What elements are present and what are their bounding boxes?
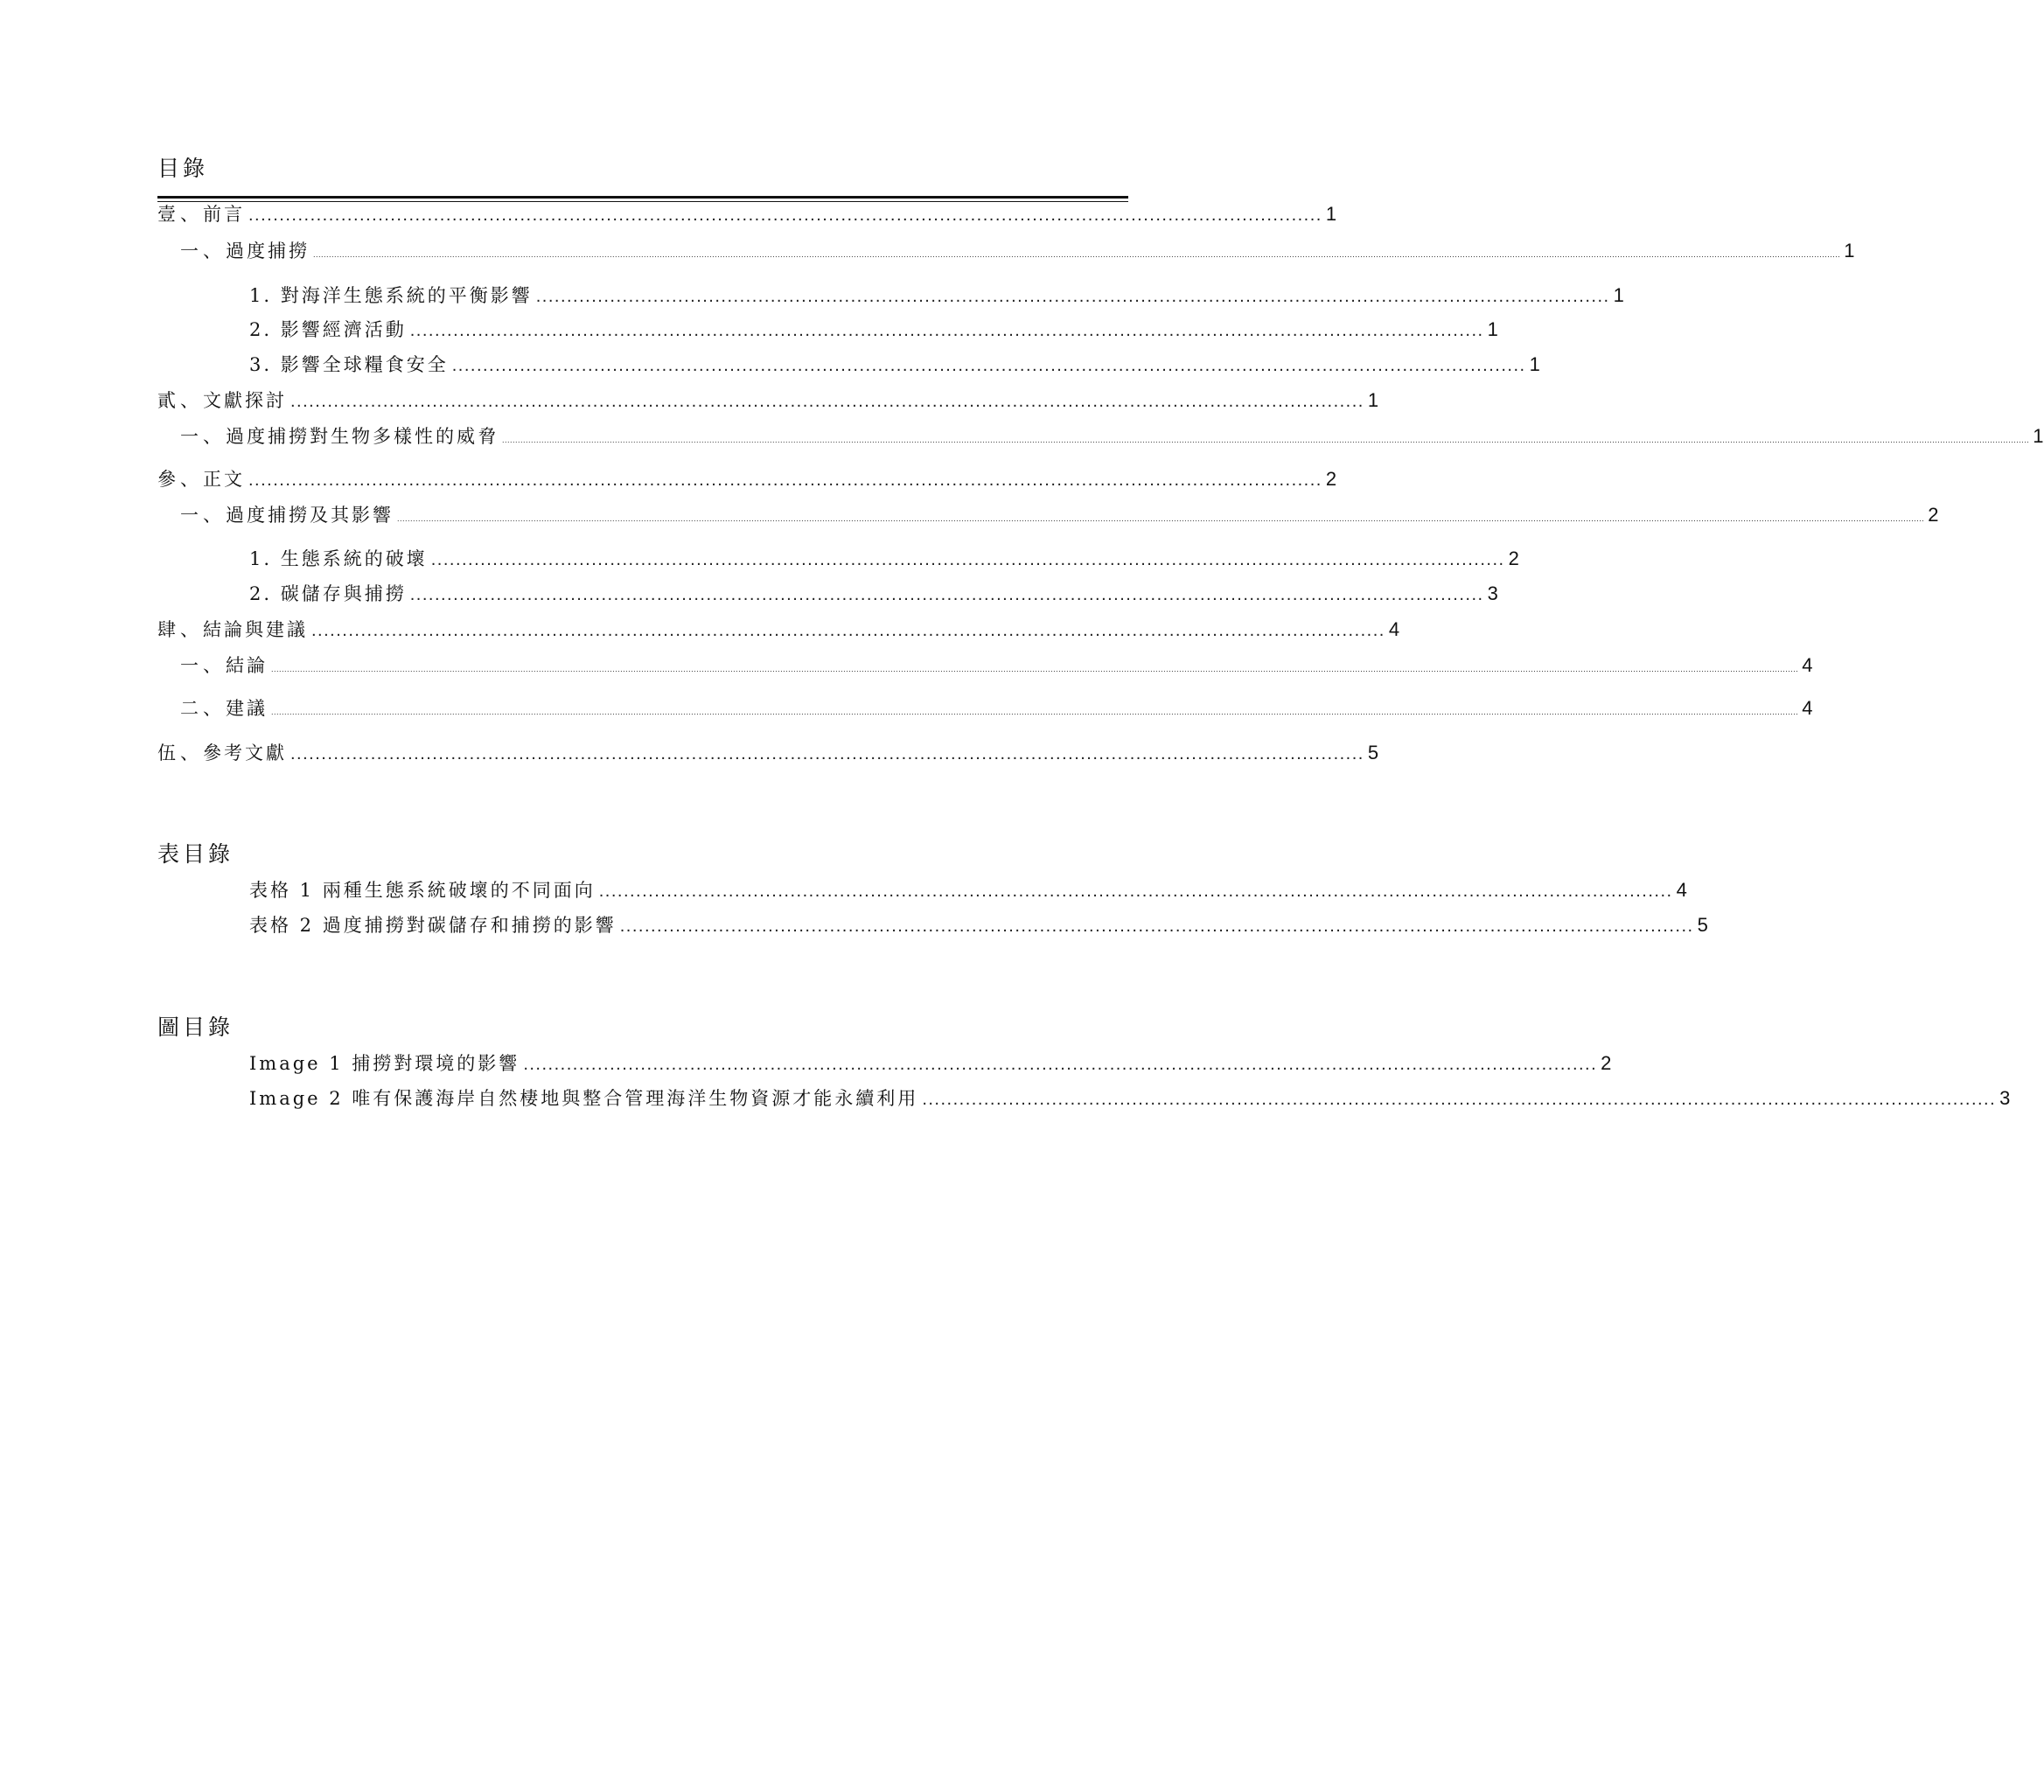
toc-entry[interactable] (157, 617, 1400, 643)
figure-list-entry-label: Image 2 唯有保護海岸自然棲地與整合管理海洋生物資源才能永續利用 (249, 1088, 919, 1109)
toc-entry-page: 1 (1487, 318, 1498, 340)
toc-entry-page: 3 (1487, 582, 1498, 604)
toc-entry-label: 前言 (203, 204, 245, 225)
dot-leader: ...................................................................................................................................................................................................................................................................................................................................................................................................................................................................................................................................................................................................... (271, 708, 1799, 716)
dot-leader: ...................................................................................................................................................................................................................................................................................................................................................................................................................................................................................................................................................................................................... (502, 436, 2030, 444)
dot-leader: .............................................................................................................................................................................. (409, 585, 1484, 604)
toc-entry-label: 1. 生態系統的破壞 (249, 548, 428, 569)
toc-entry[interactable] (157, 466, 1337, 492)
toc-entry[interactable] (157, 201, 1337, 227)
dot-leader: .............................................................................................................................................................................. (922, 1090, 1997, 1109)
toc-entry-label: 正文 (203, 469, 245, 490)
toc-entry-number: 一、 (180, 655, 226, 676)
toc-entry[interactable] (180, 695, 1813, 722)
toc-entry[interactable] (249, 317, 1498, 343)
figure-list-entry-label: Image 1 捕撈對環境的影響 (249, 1053, 520, 1074)
table-list-entry-label: 表格 2 過度捕撈對碳儲存和捕撈的影響 (249, 915, 617, 936)
toc-entry-number: 一、 (180, 241, 226, 261)
figures-list-heading: 圖目錄 (157, 1015, 234, 1040)
dot-leader: .............................................................................................................................................................................. (535, 287, 1610, 306)
toc-entry-page: 1 (1844, 240, 1855, 261)
toc-entry[interactable] (249, 581, 1498, 607)
toc-entry-label: 3. 影響全球糧食安全 (249, 354, 449, 375)
toc-entry[interactable] (180, 652, 1813, 679)
toc-entry-label: 建議 (226, 698, 268, 719)
dot-leader: .............................................................................................................................................................................. (619, 917, 1694, 936)
dot-leader: .............................................................................................................................................................................. (248, 206, 1322, 225)
toc-entry-label: 2. 碳儲存與捕撈 (249, 583, 407, 604)
dot-leader: ...................................................................................................................................................................................................................................................................................................................................................................................................................................................................................................................................................................................................... (397, 514, 1925, 523)
table-list-entry[interactable] (249, 912, 1708, 938)
toc-entry-page: 1 (1325, 203, 1337, 225)
toc-entry[interactable] (180, 423, 2044, 450)
dot-leader: .............................................................................................................................................................................. (248, 471, 1322, 490)
toc-entry-number: 貳、 (157, 390, 203, 411)
toc-entry-number: 伍、 (157, 743, 203, 764)
dot-leader: ...................................................................................................................................................................................................................................................................................................................................................................................................................................................................................................................................................................................................... (313, 250, 1841, 259)
toc-entry-label: 過度捕撈及其影響 (226, 505, 394, 526)
toc-entry[interactable] (157, 387, 1379, 414)
table-list-entry-page: 4 (1676, 879, 1687, 901)
dot-leader: .............................................................................................................................................................................. (290, 744, 1364, 764)
dot-leader: ...................................................................................................................................................................................................................................................................................................................................................................................................................................................................................................................................................................................................... (271, 665, 1799, 673)
toc-entry[interactable] (249, 282, 1624, 309)
table-list-entry-label: 表格 1 兩種生態系統破壞的不同面向 (249, 880, 596, 901)
dot-leader: .............................................................................................................................................................................. (290, 392, 1364, 411)
figure-list-entry[interactable] (249, 1085, 2011, 1112)
toc-entry-label: 過度捕撈 (226, 241, 310, 261)
table-list-entry-page: 5 (1697, 914, 1708, 936)
toc-entry-number: 一、 (180, 426, 226, 447)
figure-list-entry-page: 3 (1999, 1087, 2011, 1109)
dot-leader: .............................................................................................................................................................................. (430, 550, 1505, 569)
tables-list-heading: 表目錄 (157, 841, 234, 867)
toc-entry-page: 2 (1508, 547, 1519, 569)
dot-leader: .............................................................................................................................................................................. (523, 1055, 1598, 1074)
toc-entry-label: 過度捕撈對生物多樣性的威脅 (226, 426, 499, 447)
toc-entry[interactable] (249, 546, 1519, 572)
toc-entry-page: 2 (1325, 468, 1337, 490)
toc-entry-label: 參考文獻 (203, 743, 287, 764)
toc-entry-number: 一、 (180, 505, 226, 526)
toc-entry-number: 二、 (180, 698, 226, 719)
toc-entry-label: 1. 對海洋生態系統的平衡影響 (249, 285, 533, 306)
dot-leader: .............................................................................................................................................................................. (598, 882, 1673, 901)
toc-entry-label: 文獻探討 (203, 390, 287, 411)
toc-entry-page: 1 (1529, 353, 1540, 375)
toc-entry-label: 2. 影響經濟活動 (249, 319, 407, 340)
toc-entry[interactable] (180, 502, 1939, 528)
toc-entry-label: 結論與建議 (203, 619, 308, 640)
toc-entry-page: 1 (2033, 425, 2044, 447)
dot-leader: .............................................................................................................................................................................. (451, 356, 1526, 375)
dot-leader: .............................................................................................................................................................................. (409, 321, 1484, 340)
toc-entry-page: 4 (1802, 654, 1813, 676)
toc-entry-page: 4 (1388, 618, 1400, 640)
toc-entry-number: 壹、 (157, 204, 203, 225)
toc-entry-page: 2 (1928, 504, 1939, 526)
toc-entry-number: 參、 (157, 469, 203, 490)
table-list-entry[interactable] (249, 877, 1687, 903)
toc-entry-number: 肆、 (157, 619, 203, 640)
toc-entry-page: 1 (1613, 284, 1624, 306)
dot-leader: .............................................................................................................................................................................. (311, 621, 1385, 640)
figure-list-entry-page: 2 (1601, 1052, 1612, 1074)
toc-rule-thick (157, 196, 1128, 199)
figure-list-entry[interactable] (249, 1050, 1612, 1077)
toc-heading: 目錄 (157, 156, 209, 181)
toc-entry[interactable] (157, 740, 1379, 766)
toc-entry[interactable] (249, 352, 1540, 378)
toc-entry-page: 5 (1367, 742, 1379, 764)
toc-entry-page: 4 (1802, 697, 1813, 719)
toc-entry[interactable] (180, 238, 1855, 264)
toc-entry-label: 結論 (226, 655, 268, 676)
toc-entry-page: 1 (1367, 389, 1379, 411)
